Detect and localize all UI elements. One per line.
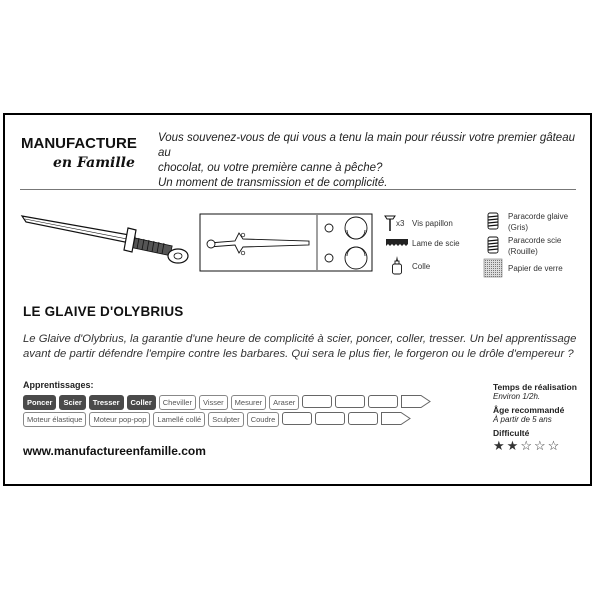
skill-tag: Scier xyxy=(59,395,85,410)
skill-tag: Tresser xyxy=(89,395,124,410)
sandpaper-icon xyxy=(483,258,503,278)
skill-tag: Sculpter xyxy=(208,412,244,427)
parts-plan xyxy=(199,213,374,273)
skill-tag: Poncer xyxy=(23,395,56,410)
empty-skill-slot xyxy=(335,395,365,408)
skills-label: Apprentissages: xyxy=(23,380,94,390)
skill-tag: Araser xyxy=(269,395,299,410)
paracord-icon xyxy=(486,212,500,230)
material-qty: x3 xyxy=(396,219,405,228)
time-value: Environ 1/2h. xyxy=(493,392,541,401)
skill-tag: Mesurer xyxy=(231,395,267,410)
empty-skill-slot xyxy=(302,395,332,408)
wing-screw-icon xyxy=(384,214,396,232)
star-empty-icon: ☆ xyxy=(547,438,560,453)
skill-tag: Coller xyxy=(127,395,156,410)
intro-line1: Vous souvenez-vous de qui vous a tenu la main pour réussir votre premier gâteau au xyxy=(158,132,575,159)
info-panel xyxy=(493,382,593,452)
divider xyxy=(20,189,576,190)
skill-tag: Moteur élastique xyxy=(23,412,86,427)
glue-bottle-icon xyxy=(391,255,403,275)
time-label: Temps de réalisation xyxy=(493,382,577,392)
material-label-papier: Papier de verre xyxy=(508,264,563,273)
skills-row-1 xyxy=(23,395,431,410)
intro-line2: chocolat, ou votre première canne à pêche? xyxy=(158,162,383,174)
star-filled-icon: ★ xyxy=(506,438,519,453)
material-label-lame: Lame de scie xyxy=(412,239,460,248)
skill-tag: Visser xyxy=(199,395,228,410)
empty-skill-slot xyxy=(282,412,312,425)
sword-illustration xyxy=(20,208,192,268)
age-value: À partir de 5 ans xyxy=(493,415,552,424)
saw-blade-icon xyxy=(385,236,409,248)
arrow-slot-icon xyxy=(401,395,431,408)
logo-line2: en Famille xyxy=(53,155,135,171)
star-filled-icon: ★ xyxy=(493,438,505,453)
skills-row-2 xyxy=(23,412,411,427)
arrow-slot-icon xyxy=(381,412,411,425)
material-sub-gris: (Gris) xyxy=(508,223,528,232)
intro-line3: Un moment de transmission et de complicité. xyxy=(158,177,388,189)
skill-tag: Cheviller xyxy=(159,395,196,410)
intro-text xyxy=(158,131,588,191)
paracord-icon xyxy=(486,236,500,254)
product-description xyxy=(23,332,583,362)
skill-tag: Lamellé collé xyxy=(153,412,205,427)
material-label-colle: Colle xyxy=(412,262,431,271)
description-line1: Le Glaive d'Olybrius, la garantie d'une heure de complicité à scier, poncer, coller, tresser. Un bel apprentissage xyxy=(23,333,577,345)
website-url[interactable]: www.manufactureenfamille.com xyxy=(23,444,206,458)
empty-skill-slot xyxy=(315,412,345,425)
logo-line1: MANUFACTURE xyxy=(21,135,137,152)
star-empty-icon: ☆ xyxy=(533,438,546,453)
empty-skill-slot xyxy=(368,395,398,408)
difficulty-stars xyxy=(493,439,593,452)
difficulty-label: Difficulté xyxy=(493,428,530,438)
description-line2: avant de partir défendre l'empire contre les barbares. Qui sera le plus fier, le forgeron ou le drôle d'empereur ? xyxy=(23,348,574,360)
material-label-paracorde-glaive: Paracorde glaive xyxy=(508,212,569,221)
skill-tag: Coudre xyxy=(247,412,280,427)
material-label-paracorde-scie: Paracorde scie xyxy=(508,236,562,245)
empty-skill-slot xyxy=(348,412,378,425)
material-label-vis: Vis papillon xyxy=(412,219,453,228)
star-empty-icon: ☆ xyxy=(520,438,532,453)
product-title: LE GLAIVE D'OLYBRIUS xyxy=(23,304,184,319)
brand-logo xyxy=(19,134,137,176)
skill-tag: Moteur pop-pop xyxy=(89,412,150,427)
age-label: Âge recommandé xyxy=(493,405,565,415)
material-sub-rouille: (Rouille) xyxy=(508,247,538,256)
